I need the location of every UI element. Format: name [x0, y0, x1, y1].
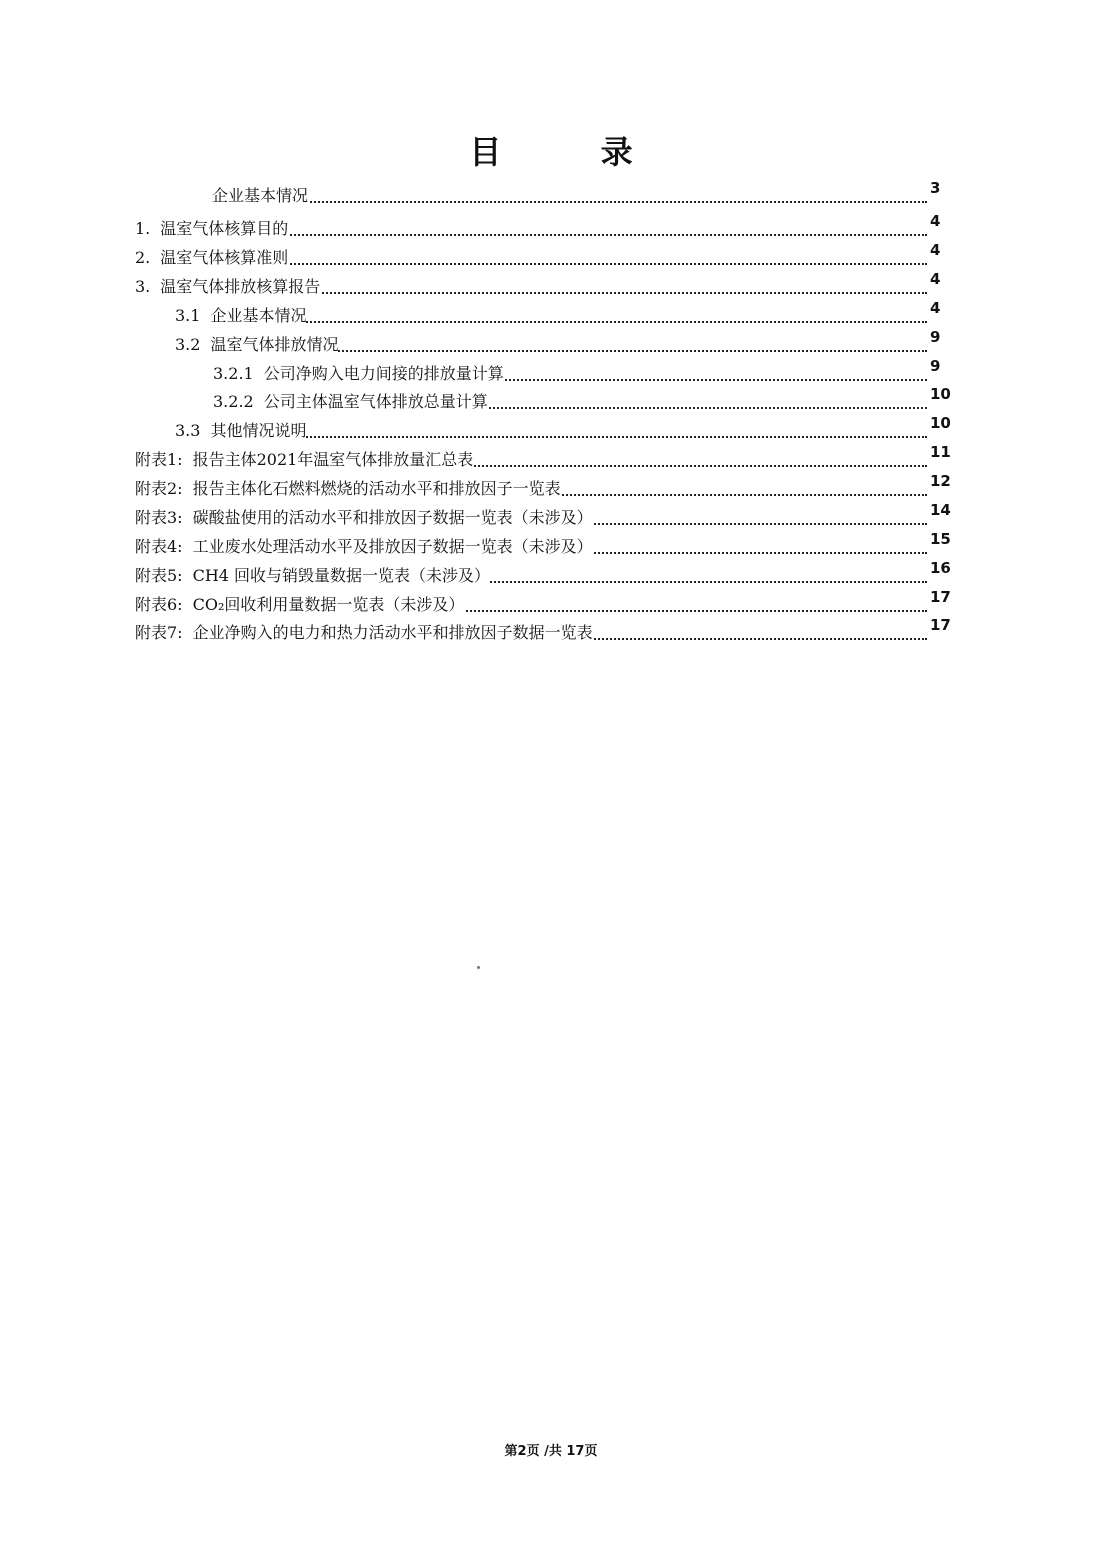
- toc-entry-text: 企业净购入的电力和热力活动水平和排放因子数据一览表: [192, 623, 593, 642]
- toc-entry-label: [135, 591, 464, 619]
- toc-entry-number: 2.: [135, 248, 151, 267]
- toc-entry-page: 17: [930, 588, 951, 606]
- toc-entry-text: 温室气体排放核算报告: [160, 277, 321, 296]
- toc-entry-label: [135, 446, 473, 474]
- page-footer: 第2页 /共 17页: [504, 1444, 598, 1459]
- toc-entry-number: 3.2.2: [213, 392, 254, 411]
- toc-entry[interactable]: [0, 179, 1102, 210]
- toc-entry-label: [213, 360, 504, 388]
- toc-entry-text: 公司净购入电力间接的排放量计算: [263, 364, 504, 383]
- toc-entry-text: 报告主体化石燃料燃烧的活动水平和排放因子一览表: [192, 479, 561, 498]
- toc-entry-page: 15: [930, 530, 951, 548]
- toc-entry-text: 温室气体核算准则: [160, 248, 289, 267]
- toc-entry-number: 3.1: [175, 306, 201, 325]
- toc-entry-number: 附表2:: [135, 479, 183, 498]
- toc-entry-text: 企业基本情况: [212, 186, 309, 205]
- toc-entry-number: 附表7:: [135, 623, 183, 642]
- toc-entry-label: [135, 504, 593, 532]
- toc-entry-page: 9: [930, 357, 941, 375]
- toc-entry-number: 3.2.1: [213, 364, 254, 383]
- toc-entry-number: 附表1:: [135, 450, 183, 469]
- toc-entry-number: 附表3:: [135, 508, 183, 527]
- toc-entry-label: [135, 273, 320, 301]
- toc-entry-label: [135, 619, 593, 647]
- toc-entry-page: 10: [930, 385, 951, 403]
- toc-entry-label: [175, 302, 306, 330]
- toc-entry-page: 9: [930, 328, 941, 346]
- toc-entry-page: 4: [930, 241, 941, 259]
- toc-entry-page: 10: [930, 414, 951, 432]
- toc-entry-text: 温室气体核算目的: [160, 219, 289, 238]
- toc-entry-page: 16: [930, 559, 951, 577]
- toc-entry-label: [135, 562, 490, 590]
- toc-entry-text: 温室气体排放情况: [210, 335, 339, 354]
- toc-entry-text: 碳酸盐使用的活动水平和排放因子数据一览表（未涉及）: [192, 508, 593, 527]
- toc-entry-label: [212, 182, 308, 210]
- toc-entry-text: 其他情况说明: [210, 421, 307, 440]
- toc-entry-text: 企业基本情况: [210, 306, 307, 325]
- toc-entry-text: CH4 回收与销毁量数据一览表（未涉及）: [192, 566, 491, 585]
- toc-entry-number: 附表6:: [135, 595, 183, 614]
- toc-entry[interactable]: [0, 616, 1102, 647]
- toc-entry-page: 4: [930, 270, 941, 288]
- toc-entry-label: [175, 417, 306, 445]
- toc-entry-label: [135, 215, 288, 243]
- dot-leader: [215, 201, 927, 203]
- toc-entry-label: [135, 533, 593, 561]
- toc-entry-number: 附表4:: [135, 537, 183, 556]
- toc-entry-label: [135, 475, 561, 503]
- toc-entry-text: 公司主体温室气体排放总量计算: [263, 392, 488, 411]
- toc-entry-page: 12: [930, 472, 951, 490]
- toc-entry-number: 3.: [135, 277, 151, 296]
- scan-speck: [477, 966, 480, 969]
- toc-entry-number: 附表5:: [135, 566, 183, 585]
- toc-entry-page: 4: [930, 212, 941, 230]
- toc-entry-text: 工业废水处理活动水平及排放因子数据一览表（未涉及）: [192, 537, 593, 556]
- toc-entry-number: 3.2: [175, 335, 201, 354]
- toc-entry-page: 11: [930, 443, 951, 461]
- toc-title: 目 录: [469, 133, 677, 171]
- toc-entry-label: [175, 331, 338, 359]
- toc-entry-page: 3: [930, 179, 941, 197]
- toc-entry-number: 1.: [135, 219, 151, 238]
- toc-entry-page: 14: [930, 501, 951, 519]
- toc-entry-text: 报告主体2021年温室气体排放量汇总表: [192, 450, 474, 469]
- toc-entry-page: 4: [930, 299, 941, 317]
- toc-entry-text: CO₂回收利用量数据一览表（未涉及）: [192, 595, 465, 614]
- toc-entry-label: [213, 388, 488, 416]
- toc-entry-label: [135, 244, 288, 272]
- toc-entry-number: 3.3: [175, 421, 201, 440]
- toc-entry-page: 17: [930, 616, 951, 634]
